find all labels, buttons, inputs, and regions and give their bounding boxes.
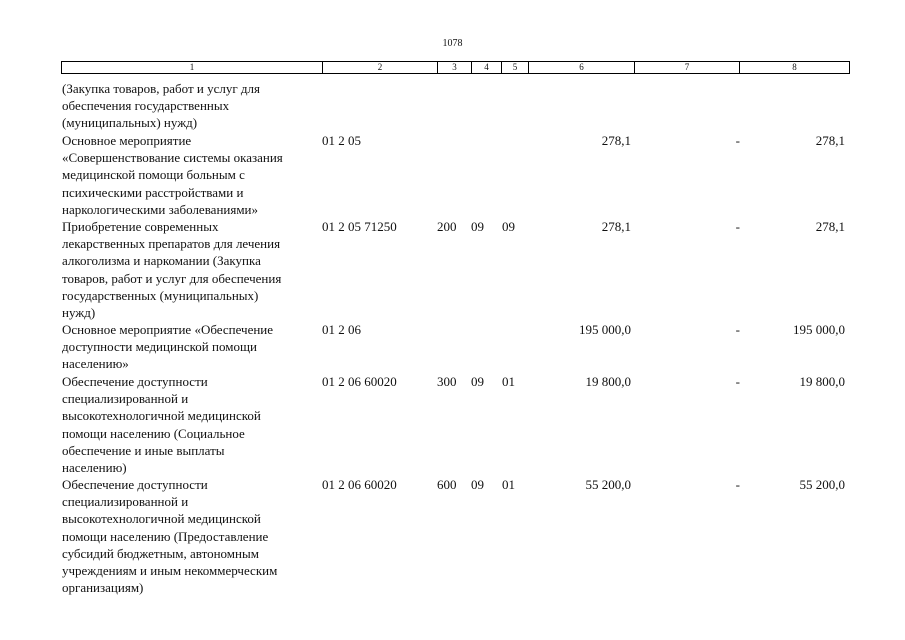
table-row (0, 80, 905, 132)
column-header-1: 1 (189, 62, 195, 72)
row-name: Основное мероприятие «Обеспечение доступности медицинской помощи населению» (62, 322, 274, 372)
row-name: Основное мероприятие «Совершенствование системы оказания медицинской помощи больным с психическими расстройствами и наркологическими заболеваниями» (62, 133, 283, 217)
row-value-6: 278,1 (601, 219, 631, 234)
row-value-7: - (735, 477, 740, 492)
row-name: Обеспечение доступности специализированной и высокотехнологичной медицинской помощи населению (Социальное обеспечение и иные выплаты населению) (62, 374, 261, 476)
row-expense-type: 600 (437, 477, 457, 492)
column-header-3: 3 (437, 62, 471, 73)
row-value-8: 278,1 (815, 133, 845, 148)
row-code: 01 2 05 (322, 133, 361, 148)
column-header-7: 7 (634, 62, 739, 73)
column-header-6: 6 (528, 62, 634, 73)
row-value-8: 19 800,0 (799, 374, 845, 389)
row-name: Приобретение современных лекарственных препаратов для лечения алкоголизма и наркомании (Закупка товаров, работ и услуг для обеспечения государственных (муниципальных) нужд) (62, 219, 282, 321)
row-section: 09 (471, 374, 484, 389)
row-code: 01 2 06 60020 (322, 374, 397, 389)
column-header-8: 8 (739, 62, 849, 73)
row-code: 01 2 05 71250 (322, 219, 397, 234)
row-section: 09 (471, 477, 484, 492)
column-header-4: 4 (471, 62, 501, 73)
column-number-header (61, 61, 850, 74)
row-value-6: 278,1 (601, 133, 631, 148)
row-value-6: 195 000,0 (579, 322, 631, 337)
row-expense-type: 300 (437, 374, 457, 389)
column-header-2: 2 (322, 62, 437, 73)
row-code: 01 2 06 60020 (322, 477, 397, 492)
row-name: (Закупка товаров, работ и услуг для обеспечения государственных (муниципальных) нужд) (62, 81, 260, 131)
row-name: Обеспечение доступности специализированной и высокотехнологичной медицинской помощи населению (Предоставление субсидий бюджетным, автономным учреждениям и иным некоммерческим организациям) (62, 477, 278, 596)
table-row (0, 132, 905, 218)
table-row (0, 476, 905, 597)
column-header-5: 5 (501, 62, 528, 73)
row-value-7: - (735, 322, 740, 337)
row-subsection: 01 (502, 374, 515, 389)
row-value-6: 55 200,0 (585, 477, 631, 492)
table-row (0, 321, 905, 373)
page-number: 1078 (442, 38, 463, 49)
row-subsection: 01 (502, 477, 515, 492)
row-value-8: 278,1 (815, 219, 845, 234)
row-value-7: - (735, 374, 740, 389)
row-subsection: 09 (502, 219, 515, 234)
row-code: 01 2 06 (322, 322, 361, 337)
budget-table-body (0, 80, 905, 597)
row-value-6: 19 800,0 (585, 374, 631, 389)
row-section: 09 (471, 219, 484, 234)
table-row (0, 373, 905, 476)
row-value-7: - (735, 219, 740, 234)
row-value-8: 195 000,0 (793, 322, 845, 337)
table-row (0, 218, 905, 321)
row-value-8: 55 200,0 (799, 477, 845, 492)
row-expense-type: 200 (437, 219, 457, 234)
row-value-7: - (735, 133, 740, 148)
